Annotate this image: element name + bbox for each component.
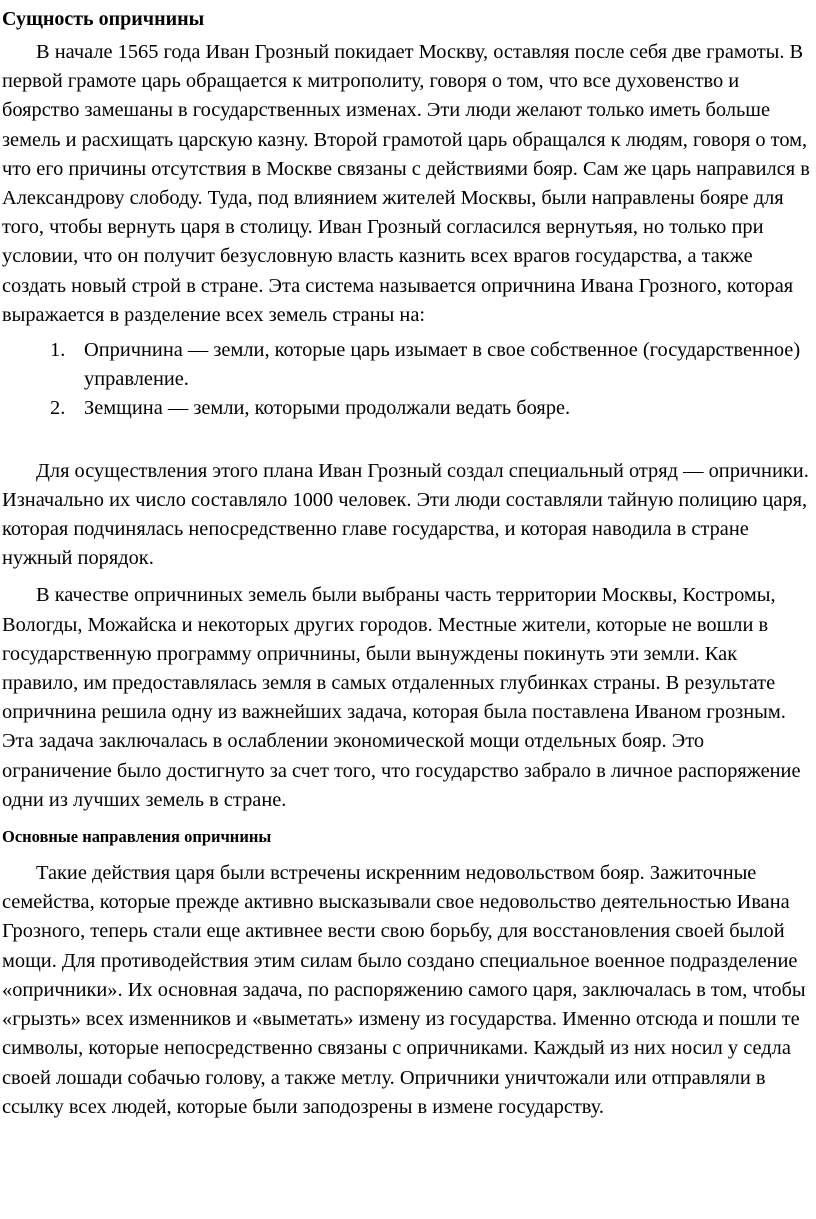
list-item-text: Опричнина — земли, которые царь изымает в свое собственное (государственное) управление.: [84, 339, 801, 391]
list-item: [2, 394, 812, 423]
paragraph-lands: В качестве опричниных земель были выбраны часть территории Москвы, Костромы, Вологды, Можайска и некоторых других городов. Местные жители, которые не вошли в государственную программу опричнины, были вынуждены покинуть эти земли. Как правило, им предоставлялась земля в самых отдаленных глубинках страны. В результате опричнина решила одну из важнейших задача, которая была поставлена Иваном грозным. Эта задача заключалась в ослаблении экономической мощи отдельных бояр. Это ограничение было достигнуто за счет того, что государство забрало в личное распоряжение одни из лучших земель в стране.: [2, 584, 801, 811]
list-item: [2, 336, 812, 394]
paragraph-directions: Такие действия царя были встречены искренним недовольством бояр. Зажиточные семейства, которые прежде активно высказывали свое недовольство деятельностью Ивана Грозного, теперь стали еще активнее вести свою борьбу, для восстановления своей былой мощи. Для противодействия этим силам было создано специальное военное подразделение «опричники». Их основная задача, по распоряжению самого царя, заключалась в том, чтобы «грызть» всех изменников и «выметать» измену из государства. Именно отсюда и пошли те символы, которые непосредственно связаны с опричниками. Каждый из них носил у седла своей лошади собачью голову, а также метлу. Опричники уничтожали или отправляли в ссылку всех людей, которые были заподозрены в измене государству.: [2, 862, 806, 1118]
spacer: [2, 424, 812, 457]
paragraph-intro: В начале 1565 года Иван Грозный покидает Москву, оставляя после себя две грамоты. В первой грамоте царь обращается к митрополиту, говоря о том, что все духовенство и боярство замешаны в государственных изменах. Эти люди желают только иметь больше земель и расхищать царскую казну. Второй грамотой царь обращался к людям, говоря о том, что его причины отсутствия в Москве связаны с действиями бояр. Сам же царь направился в Александрову слободу. Туда, под влиянием жителей Москвы, были направлены бояре для того, чтобы вернуть царя в столицу. Иван Грозный согласился вернутьяя, но только при условии, что он получит безусловную власть казнить всех врагов государства, а также создать новый строй в стране. Эта система называется опричнина Ивана Грозного, которая выражается в разделение всех земель страны на:: [2, 41, 810, 326]
list-number: 1.: [50, 339, 66, 362]
list-item-text: Земщина — земли, которыми продолжали ведать бояре.: [84, 397, 571, 420]
section-heading-essence: Сущность опричнины: [2, 8, 205, 30]
spacer: [2, 573, 812, 581]
paragraph-oprichniki: Для осуществления этого плана Иван Грозный создал специальный отряд — опричники. Изначально их число составляло 1000 человек. Эти люди составляли тайную полицию царя, которая подчинялась непосредственно главе государства, и которая наводила в стране нужный порядок.: [2, 459, 809, 570]
list-number: 2.: [50, 397, 66, 420]
section-heading-directions: Основные направления опричнины: [2, 827, 272, 847]
land-division-list: [2, 336, 812, 424]
